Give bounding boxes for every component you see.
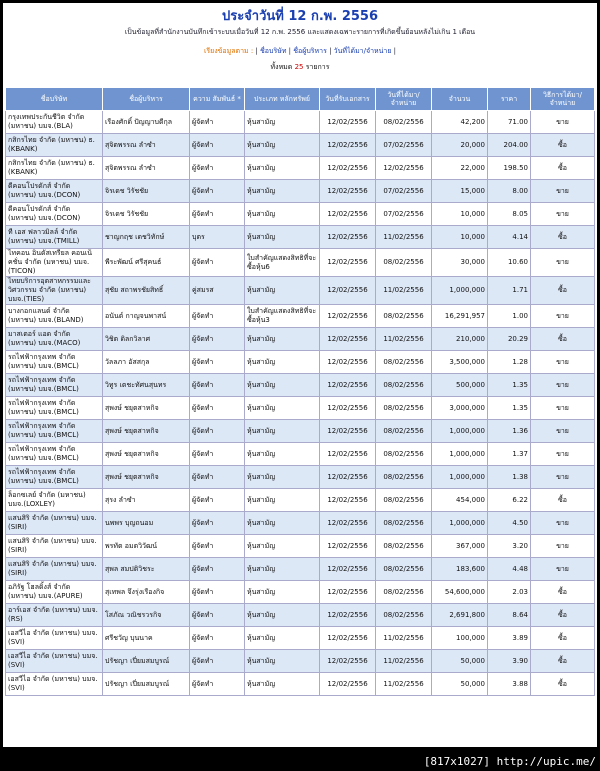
cell-transaction-date: 08/02/2556 [376, 351, 432, 374]
cell-amount: 3,500,000 [432, 351, 488, 374]
cell-method: ซื้อ [531, 328, 595, 351]
cell-transaction-date: 08/02/2556 [376, 111, 432, 134]
watermark: [817x1027] http://upic.me/ [423, 755, 596, 768]
col-header-company: ชื่อบริษัท [6, 88, 103, 111]
table-row [6, 111, 595, 134]
cell-received-date: 12/02/2556 [320, 558, 376, 581]
cell-price: 20.29 [488, 328, 531, 351]
table-row [6, 535, 595, 558]
cell-relation: ผู้จัดทำ [190, 351, 245, 374]
cell-price: 3.90 [488, 650, 531, 673]
cell-transaction-date: 08/02/2556 [376, 374, 432, 397]
cell-company: เอสวีไอ จำกัด (มหาชน) บมจ.(SVI) [6, 673, 103, 696]
cell-received-date: 12/02/2556 [320, 420, 376, 443]
cell-security-type: หุ้นสามัญ [245, 226, 320, 249]
cell-company: บางกอกแลนด์ จำกัด (มหาชน) บมจ.(BLAND) [6, 305, 103, 328]
col-header-executive: ชื่อผู้บริหาร [103, 88, 190, 111]
cell-received-date: 12/02/2556 [320, 443, 376, 466]
cell-method: ขาย [531, 351, 595, 374]
cell-price: 4.14 [488, 226, 531, 249]
cell-company: รถไฟฟ้ากรุงเทพ จำกัด (มหาชน) บมจ.(BMCL) [6, 420, 103, 443]
cell-amount: 22,000 [432, 157, 488, 180]
cell-security-type: หุ้นสามัญ [245, 466, 320, 489]
cell-amount: 42,200 [432, 111, 488, 134]
table-row [6, 180, 595, 203]
table-row [6, 466, 595, 489]
col-header-relation: ความ สัมพันธ์ * [190, 88, 245, 111]
cell-method: ซื้อ [531, 226, 595, 249]
cell-amount: 3,000,000 [432, 397, 488, 420]
cell-method: ซื้อ [531, 489, 595, 512]
table-row [6, 443, 595, 466]
cell-price: 2.03 [488, 581, 531, 604]
nav-separator: | [255, 47, 258, 55]
cell-security-type: หุ้นสามัญ [245, 443, 320, 466]
cell-relation: ผู้จัดทำ [190, 673, 245, 696]
sort-nav [3, 46, 597, 56]
cell-transaction-date: 08/02/2556 [376, 604, 432, 627]
cell-security-type: หุ้นสามัญ [245, 374, 320, 397]
cell-price: 1.36 [488, 420, 531, 443]
cell-received-date: 12/02/2556 [320, 374, 376, 397]
cell-security-type: หุ้นสามัญ [245, 328, 320, 351]
cell-received-date: 12/02/2556 [320, 157, 376, 180]
cell-method: ขาย [531, 397, 595, 420]
cell-amount: 210,000 [432, 328, 488, 351]
cell-security-type: หุ้นสามัญ [245, 489, 320, 512]
cell-received-date: 12/02/2556 [320, 535, 376, 558]
cell-received-date: 12/02/2556 [320, 277, 376, 305]
cell-received-date: 12/02/2556 [320, 650, 376, 673]
cell-received-date: 12/02/2556 [320, 512, 376, 535]
table-row [6, 489, 595, 512]
cell-transaction-date: 11/02/2556 [376, 277, 432, 305]
cell-received-date: 12/02/2556 [320, 604, 376, 627]
cell-price: 8.05 [488, 203, 531, 226]
cell-executive: เรืองศักดิ์ ปัญญาบดีกุล [103, 111, 190, 134]
cell-method: ขาย [531, 249, 595, 277]
cell-transaction-date: 11/02/2556 [376, 226, 432, 249]
cell-transaction-date: 08/02/2556 [376, 558, 432, 581]
cell-security-type: หุ้นสามัญ [245, 558, 320, 581]
cell-amount: 1,000,000 [432, 420, 488, 443]
cell-transaction-date: 11/02/2556 [376, 650, 432, 673]
cell-executive: สุพงษ์ ชยุตสาหกิจ [103, 466, 190, 489]
cell-executive: โสภัณ วณิชรวรกิจ [103, 604, 190, 627]
cell-security-type: หุ้นสามัญ [245, 535, 320, 558]
cell-method: ซื้อ [531, 581, 595, 604]
cell-executive: จิรเดช วิรัชชัย [103, 180, 190, 203]
cell-price: 10.60 [488, 249, 531, 277]
cell-transaction-date: 11/02/2556 [376, 328, 432, 351]
cell-transaction-date: 07/02/2556 [376, 203, 432, 226]
cell-transaction-date: 11/02/2556 [376, 627, 432, 650]
col-header-received-date: วันที่รับเอกสาร [320, 88, 376, 111]
cell-amount: 10,000 [432, 203, 488, 226]
cell-amount: 20,000 [432, 134, 488, 157]
cell-transaction-date: 08/02/2556 [376, 512, 432, 535]
cell-company: แสนสิริ จำกัด (มหาชน) บมจ.(SIRI) [6, 535, 103, 558]
cell-price: 6.22 [488, 489, 531, 512]
cell-relation: ผู้จัดทำ [190, 111, 245, 134]
sort-by-date-link[interactable]: วันที่ได้มา/จำหน่าย [333, 47, 392, 55]
sort-by-company-link[interactable]: ชื่อบริษัท [260, 47, 287, 55]
cell-relation: ผู้จัดทำ [190, 558, 245, 581]
total-count [3, 62, 597, 72]
col-header-security-type: ประเภท หลักทรัพย์ [245, 88, 320, 111]
cell-executive: สุจิตพรรณ ลำซำ [103, 157, 190, 180]
cell-amount: 54,600,000 [432, 581, 488, 604]
cell-company: ที เอส ฟลาวมิลล์ จำกัด (มหาชน) บมจ.(TMILL) [6, 226, 103, 249]
cell-relation: ผู้จัดทำ [190, 328, 245, 351]
cell-security-type: ใบสำคัญแสดงสิทธิที่จะซื้อหุ้น6 [245, 249, 320, 277]
nav-separator: | [393, 47, 397, 55]
cell-relation: ผู้จัดทำ [190, 420, 245, 443]
cell-security-type: หุ้นสามัญ [245, 351, 320, 374]
cell-security-type: หุ้นสามัญ [245, 111, 320, 134]
cell-price: 3.88 [488, 673, 531, 696]
cell-price: 204.00 [488, 134, 531, 157]
cell-received-date: 12/02/2556 [320, 134, 376, 157]
table-row [6, 157, 595, 180]
table-row [6, 134, 595, 157]
cell-amount: 1,000,000 [432, 466, 488, 489]
cell-executive: สุชัย สถาพรชัยสิทธิ์ [103, 277, 190, 305]
cell-company: กสิกรไทย จำกัด (มหาชน) ธ.(KBANK) [6, 157, 103, 180]
cell-company: เอสวีไอ จำกัด (มหาชน) บมจ.(SVI) [6, 650, 103, 673]
cell-company: รถไฟฟ้ากรุงเทพ จำกัด (มหาชน) บมจ.(BMCL) [6, 466, 103, 489]
cell-method: ขาย [531, 180, 595, 203]
sort-by-executive-link[interactable]: ชื่อผู้บริหาร [293, 47, 327, 55]
cell-company: อาร์เอส จำกัด (มหาชน) บมจ.(RS) [6, 604, 103, 627]
cell-method: ขาย [531, 466, 595, 489]
cell-amount: 10,000 [432, 226, 488, 249]
cell-relation: ผู้จัดทำ [190, 535, 245, 558]
table-row [6, 277, 595, 305]
nav-separator: | [329, 47, 332, 55]
cell-transaction-date: 07/02/2556 [376, 180, 432, 203]
cell-executive: สุพล สมปติวิชระ [103, 558, 190, 581]
table-row [6, 581, 595, 604]
cell-received-date: 12/02/2556 [320, 180, 376, 203]
cell-amount: 367,000 [432, 535, 488, 558]
table-row [6, 650, 595, 673]
table-header-row [6, 88, 595, 111]
cell-amount: 30,000 [432, 249, 488, 277]
cell-executive: นพพร บุญถนอม [103, 512, 190, 535]
cell-amount: 50,000 [432, 650, 488, 673]
cell-company: มาสเตอร์ แอด จำกัด (มหาชน) บมจ.(MACO) [6, 328, 103, 351]
cell-amount: 1,000,000 [432, 512, 488, 535]
cell-amount: 15,000 [432, 180, 488, 203]
cell-executive: ปรัชญา เปี่ยมสมบูรณ์ [103, 673, 190, 696]
cell-transaction-date: 08/02/2556 [376, 249, 432, 277]
cell-executive: พีระพัฒน์ ศรีสุคนธ์ [103, 249, 190, 277]
cell-company: กรุงเทพประกันชีวิต จำกัด (มหาชน) บมจ.(BLA) [6, 111, 103, 134]
cell-method: ซื้อ [531, 277, 595, 305]
cell-company: รถไฟฟ้ากรุงเทพ จำกัด (มหาชน) บมจ.(BMCL) [6, 351, 103, 374]
cell-method: ซื้อ [531, 157, 595, 180]
cell-price: 1.00 [488, 305, 531, 328]
cell-transaction-date: 07/02/2556 [376, 134, 432, 157]
table-row [6, 351, 595, 374]
cell-security-type: หุ้นสามัญ [245, 157, 320, 180]
page-title: ประจำวันที่ 12 ก.พ. 2556 [221, 9, 379, 24]
cell-price: 4.50 [488, 512, 531, 535]
cell-security-type: หุ้นสามัญ [245, 420, 320, 443]
cell-relation: ผู้จัดทำ [190, 604, 245, 627]
cell-security-type: หุ้นสามัญ [245, 512, 320, 535]
cell-price: 4.48 [488, 558, 531, 581]
cell-company: แสนสิริ จำกัด (มหาชน) บมจ.(SIRI) [6, 512, 103, 535]
cell-transaction-date: 11/02/2556 [376, 673, 432, 696]
table-row [6, 420, 595, 443]
cell-relation: ผู้จัดทำ [190, 180, 245, 203]
cell-method: ขาย [531, 420, 595, 443]
table-row [6, 305, 595, 328]
cell-price: 8.00 [488, 180, 531, 203]
cell-received-date: 12/02/2556 [320, 397, 376, 420]
cell-relation: ผู้จัดทำ [190, 650, 245, 673]
cell-company: ล็อกซเลย์ จำกัด (มหาชน) บมจ.(LOXLEY) [6, 489, 103, 512]
transactions-table [5, 87, 595, 696]
cell-relation: ผู้จัดทำ [190, 134, 245, 157]
cell-method: ซื้อ [531, 134, 595, 157]
document-page [3, 3, 597, 747]
cell-transaction-date: 08/02/2556 [376, 466, 432, 489]
cell-method: ซื้อ [531, 650, 595, 673]
cell-relation: ผู้จัดทำ [190, 443, 245, 466]
cell-executive: จิรเดช วิรัชชัย [103, 203, 190, 226]
cell-executive: พรทัต อมตวิวัฒน์ [103, 535, 190, 558]
cell-executive: สุพงษ์ ชยุตสาหกิจ [103, 397, 190, 420]
cell-transaction-date: 08/02/2556 [376, 305, 432, 328]
cell-executive: อนันต์ กาญจนพาสน์ [103, 305, 190, 328]
cell-method: ขาย [531, 374, 595, 397]
cell-relation: ผู้จัดทำ [190, 203, 245, 226]
cell-method: ซื้อ [531, 673, 595, 696]
cell-price: 198.50 [488, 157, 531, 180]
table-row [6, 249, 595, 277]
cell-received-date: 12/02/2556 [320, 203, 376, 226]
cell-received-date: 12/02/2556 [320, 226, 376, 249]
cell-security-type: หุ้นสามัญ [245, 277, 320, 305]
total-suffix: รายการ [305, 63, 330, 71]
cell-executive: ปรัชญา เปี่ยมสมบูรณ์ [103, 650, 190, 673]
cell-received-date: 12/02/2556 [320, 111, 376, 134]
cell-relation: ผู้จัดทำ [190, 397, 245, 420]
cell-amount: 16,291,957 [432, 305, 488, 328]
cell-amount: 50,000 [432, 673, 488, 696]
cell-company: รถไฟฟ้ากรุงเทพ จำกัด (มหาชน) บมจ.(BMCL) [6, 443, 103, 466]
cell-executive: สุพงษ์ ชยุตสาหกิจ [103, 420, 190, 443]
cell-executive: ชาญกฤช เดชวิทักษ์ [103, 226, 190, 249]
cell-transaction-date: 12/02/2556 [376, 157, 432, 180]
page-subtitle: เป็นข้อมูลที่สำนักงานบันทึกเข้าระบบเมื่อวันที่ 12 ก.พ. 2556 และแสดงเฉพาะรายการที่เกิดขึ้นย้อนหลังไม่เกิน 1 เดือน [124, 28, 476, 36]
total-number: 25 [294, 63, 304, 71]
cell-amount: 500,000 [432, 374, 488, 397]
table-row [6, 203, 595, 226]
table-row [6, 558, 595, 581]
cell-method: ขาย [531, 305, 595, 328]
cell-amount: 454,000 [432, 489, 488, 512]
cell-method: ซื้อ [531, 627, 595, 650]
table-body [6, 111, 595, 696]
cell-executive: สุจิตพรรณ ลำซำ [103, 134, 190, 157]
table-row [6, 374, 595, 397]
cell-relation: บุตร [190, 226, 245, 249]
cell-security-type: หุ้นสามัญ [245, 397, 320, 420]
cell-received-date: 12/02/2556 [320, 466, 376, 489]
cell-executive: วัลลภา อัสสกุล [103, 351, 190, 374]
col-header-transaction-date: วันที่ได้มา/ จำหน่าย [376, 88, 432, 111]
cell-amount: 183,600 [432, 558, 488, 581]
cell-price: 1.38 [488, 466, 531, 489]
cell-security-type: ใบสำคัญแสดงสิทธิที่จะซื้อหุ้น3 [245, 305, 320, 328]
cell-received-date: 12/02/2556 [320, 627, 376, 650]
cell-relation: ผู้จัดทำ [190, 466, 245, 489]
cell-relation: ผู้จัดทำ [190, 512, 245, 535]
cell-executive: สุเทพล จึงรุ่งเรืองกิจ [103, 581, 190, 604]
table-row [6, 226, 595, 249]
cell-company: อภิรัฐ โฮลดิ้งส์ จำกัด (มหาชน) บมจ.(APURE) [6, 581, 103, 604]
cell-executive: วิทูร เตชะทัศนสุนทร [103, 374, 190, 397]
cell-company: รถไฟฟ้ากรุงเทพ จำกัด (มหาชน) บมจ.(BMCL) [6, 374, 103, 397]
sort-prefix: เรียงข้อมูลตาม : [203, 47, 254, 55]
cell-received-date: 12/02/2556 [320, 351, 376, 374]
cell-method: ขาย [531, 558, 595, 581]
col-header-price: ราคา [488, 88, 531, 111]
cell-company: กสิกรไทย จำกัด (มหาชน) ธ.(KBANK) [6, 134, 103, 157]
cell-price: 1.28 [488, 351, 531, 374]
cell-relation: ผู้จัดทำ [190, 627, 245, 650]
cell-price: 1.37 [488, 443, 531, 466]
cell-security-type: หุ้นสามัญ [245, 134, 320, 157]
cell-security-type: หุ้นสามัญ [245, 650, 320, 673]
cell-price: 3.89 [488, 627, 531, 650]
cell-security-type: หุ้นสามัญ [245, 203, 320, 226]
table-row [6, 604, 595, 627]
cell-transaction-date: 08/02/2556 [376, 489, 432, 512]
cell-executive: ศรีชวัญ บุนนาค [103, 627, 190, 650]
cell-relation: ผู้จัดทำ [190, 489, 245, 512]
cell-relation: ผู้จัดทำ [190, 581, 245, 604]
table-row [6, 512, 595, 535]
cell-executive: วิชิต ดิลกวิลาศ [103, 328, 190, 351]
cell-relation: ผู้จัดทำ [190, 305, 245, 328]
cell-company: ดีคอนโปรดักส์ จำกัด (มหาชน) บมจ.(DCON) [6, 180, 103, 203]
cell-company: ดีคอนโปรดักส์ จำกัด (มหาชน) บมจ.(DCON) [6, 203, 103, 226]
cell-company: รถไฟฟ้ากรุงเทพ จำกัด (มหาชน) บมจ.(BMCL) [6, 397, 103, 420]
cell-received-date: 12/02/2556 [320, 305, 376, 328]
cell-method: ขาย [531, 203, 595, 226]
table-row [6, 328, 595, 351]
table-row [6, 673, 595, 696]
cell-received-date: 12/02/2556 [320, 581, 376, 604]
cell-price: 3.20 [488, 535, 531, 558]
cell-security-type: หุ้นสามัญ [245, 604, 320, 627]
cell-relation: คู่สมรส [190, 277, 245, 305]
total-prefix: ทั้งหมด [270, 63, 293, 71]
cell-price: 1.35 [488, 374, 531, 397]
cell-amount: 2,691,800 [432, 604, 488, 627]
cell-transaction-date: 08/02/2556 [376, 535, 432, 558]
cell-company: แสนสิริ จำกัด (มหาชน) บมจ.(SIRI) [6, 558, 103, 581]
cell-received-date: 12/02/2556 [320, 249, 376, 277]
cell-amount: 100,000 [432, 627, 488, 650]
cell-security-type: หุ้นสามัญ [245, 581, 320, 604]
cell-price: 1.35 [488, 397, 531, 420]
cell-transaction-date: 08/02/2556 [376, 443, 432, 466]
cell-transaction-date: 08/02/2556 [376, 420, 432, 443]
col-header-method: วิธีการได้มา/ จำหน่าย [531, 88, 595, 111]
cell-company: ไทยบริการอุตสาหกรรมและวิศวกรรม จำกัด (มหาชน) บมจ.(TIES) [6, 277, 103, 305]
cell-security-type: หุ้นสามัญ [245, 180, 320, 203]
cell-method: ขาย [531, 111, 595, 134]
cell-executive: สุรง ลำซำ [103, 489, 190, 512]
cell-transaction-date: 08/02/2556 [376, 581, 432, 604]
cell-security-type: หุ้นสามัญ [245, 673, 320, 696]
cell-transaction-date: 08/02/2556 [376, 397, 432, 420]
cell-amount: 1,000,000 [432, 443, 488, 466]
cell-received-date: 12/02/2556 [320, 673, 376, 696]
cell-price: 1.71 [488, 277, 531, 305]
cell-received-date: 12/02/2556 [320, 328, 376, 351]
cell-received-date: 12/02/2556 [320, 489, 376, 512]
cell-relation: ผู้จัดทำ [190, 157, 245, 180]
cell-relation: ผู้จัดทำ [190, 374, 245, 397]
cell-company: ไทคอน อินดัสเทรียล คอนเน็คชั่น จำกัด (มหาชน) บมจ.(TICON) [6, 249, 103, 277]
col-header-amount: จำนวน [432, 88, 488, 111]
cell-company: เอสวีไอ จำกัด (มหาชน) บมจ.(SVI) [6, 627, 103, 650]
nav-separator: | [288, 47, 292, 55]
table-row [6, 397, 595, 420]
cell-method: ซื้อ [531, 604, 595, 627]
cell-method: ขาย [531, 512, 595, 535]
cell-price: 71.00 [488, 111, 531, 134]
cell-amount: 1,000,000 [432, 277, 488, 305]
cell-security-type: หุ้นสามัญ [245, 627, 320, 650]
cell-executive: สุพงษ์ ชยุตสาหกิจ [103, 443, 190, 466]
cell-relation: ผู้จัดทำ [190, 249, 245, 277]
cell-method: ขาย [531, 443, 595, 466]
cell-method: ขาย [531, 535, 595, 558]
cell-price: 8.64 [488, 604, 531, 627]
table-row [6, 627, 595, 650]
